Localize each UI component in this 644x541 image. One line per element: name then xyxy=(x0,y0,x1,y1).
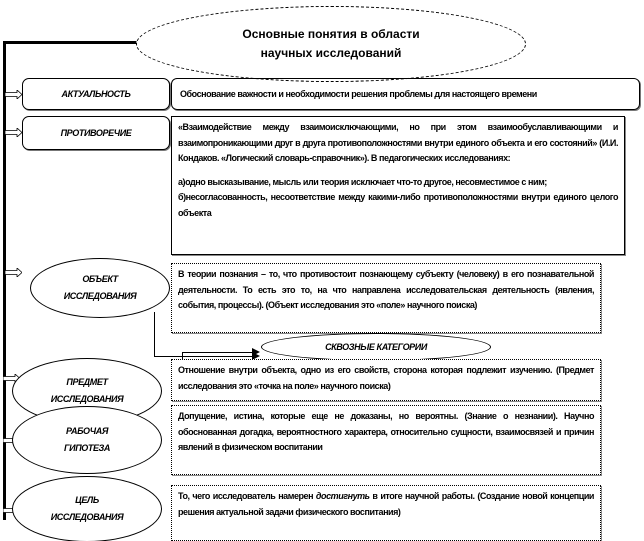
desc-object xyxy=(171,263,601,333)
title-ellipse xyxy=(136,6,526,82)
arrow-icon xyxy=(252,348,260,356)
desc-goal xyxy=(171,485,601,541)
text-label: Обоснование важности и необходимости решения проблемы для настоящего времени xyxy=(180,89,537,99)
text-label: «Взаимодействие между взаимоисключающими, но при этом взаимообуславливающими и взаимопроникающими друг в друга противоположностями внутри единого объекта и его состояний» (И.И. Кондаков. «Логический словарь-справочник»). В педагогических исследованиях: xyxy=(178,122,618,163)
text-label: достигнуть xyxy=(315,491,370,501)
object-connector-v xyxy=(154,312,155,357)
text-label: в итоге научной работы. (Создание новой концепции решения актуальной задачи физического воспитания) xyxy=(178,491,594,517)
text-label: ИССЛЕДОВАНИЯ xyxy=(50,394,124,404)
label-relevance xyxy=(22,78,170,110)
text-label: ОБЪЕКТ xyxy=(82,274,118,284)
text-label: б)несогласованность, несоответствие между какими-либо противоположностями внутри единого целого объекта xyxy=(178,192,618,218)
object-connector-h xyxy=(154,356,258,357)
text-label: СКВОЗНЫЕ КАТЕГОРИИ xyxy=(325,341,427,352)
label-goal xyxy=(12,476,162,541)
text-label: АКТУАЛЬНОСТЬ xyxy=(61,89,131,99)
text-label: ИССЛЕДОВАНИЯ xyxy=(50,512,124,522)
text-label: РАБОЧАЯ xyxy=(65,426,109,436)
title-line2: научных исследований xyxy=(260,46,402,60)
text-label: ПРОТИВОРЕЧИЕ xyxy=(60,128,132,138)
desc-hypothesis xyxy=(171,405,601,475)
text-label: В теории познания – то, что противостоит познающему субъекту (человеку) в его познавательной деятельности. То есть это то, на что направлена исследовательская деятельность (явления, события, процессы). (Объект исследования это «поле» научного поиска) xyxy=(178,269,594,310)
text-label: ГИПОТЕЗА xyxy=(64,443,110,453)
desc-relevance xyxy=(171,78,640,110)
desc-subject xyxy=(171,359,601,401)
arrow-icon xyxy=(5,90,22,99)
text-label: Отношение внутри объекта, одно из его свойств, сторона которая подлежит изучению. (Предмет исследования это «точка на поле» научного поиска) xyxy=(178,365,594,391)
title-connector xyxy=(3,41,138,44)
main-vertical-line xyxy=(3,41,6,520)
subject-connector-h xyxy=(182,352,258,353)
text-label: Допущение, истина, которые еще не доказаны, но вероятны. (Знание о незнании). Научно обоснованная догадка, вероятностного характера, относительно сущности, взаимосвязей и причин явлений в физическом воспитании xyxy=(178,411,594,452)
text-label: ЦЕЛЬ xyxy=(75,495,99,505)
label-contradiction xyxy=(22,116,170,150)
text-label: ИССЛЕДОВАНИЯ xyxy=(63,291,137,301)
text-label: ПРЕДМЕТ xyxy=(66,377,108,387)
text-label: То, чего исследователь намерен xyxy=(178,491,316,501)
desc-contradiction xyxy=(171,116,625,255)
title-line1: Основные понятия в области xyxy=(242,27,420,41)
text-label: а)одно высказывание, мысль или теория исключает что-то другое, несовместимое с ним; xyxy=(178,176,547,187)
arrow-icon xyxy=(5,268,22,277)
arrow-icon xyxy=(5,128,22,137)
cross-categories xyxy=(261,333,491,361)
label-hypothesis xyxy=(12,406,162,474)
label-object xyxy=(30,258,170,318)
